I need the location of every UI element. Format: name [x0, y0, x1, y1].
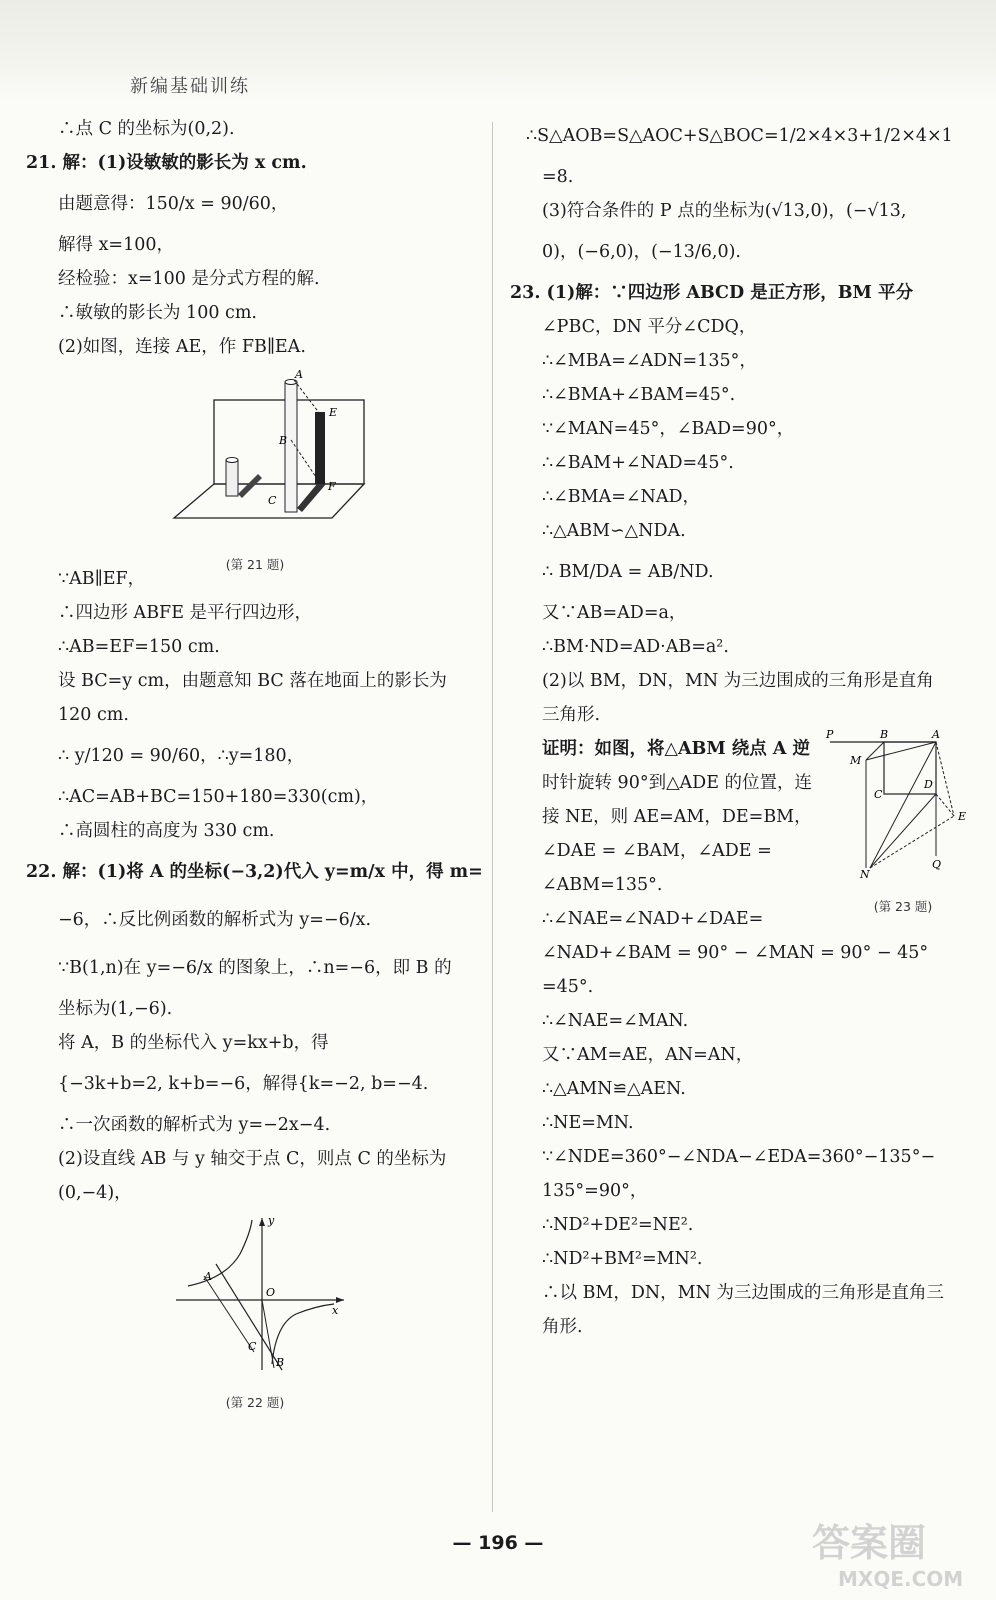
text-line: 经检验：x=100 是分式方程的解.: [58, 269, 320, 289]
label-D: D: [924, 778, 933, 791]
label-O: O: [266, 1286, 276, 1299]
text-line: ∴四边形 ABFE 是平行四边形，: [58, 603, 313, 623]
label-B: B: [880, 728, 889, 741]
text-line: 角形.: [542, 1317, 583, 1337]
figure-21: [26, 368, 484, 572]
text-line: ∴∠BAM+∠NAD=45°.: [542, 453, 734, 473]
text-line: =45°.: [542, 977, 594, 997]
text-line: ∴∠BMA=∠NAD，: [542, 487, 701, 507]
problem-22-heading: 22. 解：(1)将 A 的坐标(−3,2)代入 y=m/x 中，得 m=: [26, 862, 483, 882]
text-line: 0)，(−6,0)，(−13/6,0).: [542, 242, 741, 262]
label-Q: Q: [932, 858, 942, 871]
column-divider: [492, 122, 493, 1512]
text-line: ∴ND²+BM²=MN².: [542, 1249, 703, 1269]
text-line: ∵B(1,n)在 y=−6/x 的图象上，∴n=−6，即 B 的: [58, 958, 452, 978]
text-line: 三角形.: [542, 705, 601, 725]
text-line: 又∵AB=AD=a，: [542, 603, 687, 623]
figure-23-caption: (第 23 题): [873, 899, 933, 914]
label-A: A: [204, 1270, 212, 1283]
label-y: y: [268, 1214, 275, 1227]
text-line: ∴一次函数的解析式为 y=−2x−4.: [58, 1115, 331, 1135]
text-line: (2)以 BM，DN，MN 为三边围成的三角形是直角: [542, 671, 934, 691]
text-line: ∴ y/120 = 90/60，∴y=180，: [58, 746, 305, 766]
text-line: ∴△AMN≌△AEN.: [542, 1079, 686, 1099]
text-line: ∴ BM/DA = AB/ND.: [542, 562, 714, 582]
text-line: 120 cm.: [58, 705, 129, 725]
text-line: ∠PBC，DN 平分∠CDQ，: [542, 317, 757, 337]
text-line: 由题意得：150/x = 90/60，: [58, 194, 289, 214]
text-line: 坐标为(1,−6).: [58, 999, 173, 1019]
label-E: E: [958, 810, 967, 823]
text-line: 设 BC=y cm，由题意知 BC 落在地面上的影长为: [58, 671, 447, 691]
text-line: ∵∠MAN=45°，∠BAD=90°，: [542, 419, 795, 439]
text-line: ∴高圆柱的高度为 330 cm.: [58, 821, 275, 841]
text-line: ∴NE=MN.: [542, 1113, 634, 1133]
label-F: F: [328, 480, 336, 493]
text-line: =8.: [542, 167, 574, 187]
watermark-logo: [808, 1512, 984, 1592]
label-C: C: [268, 494, 277, 507]
text-line: ∴∠NAE=∠NAD+∠DAE=: [542, 909, 764, 929]
label-A: A: [295, 368, 303, 381]
text-line: 接 NE，则 AE=AM，DE=BM，: [542, 807, 812, 827]
text-line: ∴∠MBA=∠ADN=135°，: [542, 351, 757, 371]
text-line: ∴S△AOB=S△AOC+S△BOC=1/2×4×3+1/2×4×1: [526, 126, 953, 146]
right-column: [510, 112, 980, 1344]
figure-22-diagram: [26, 1214, 484, 1374]
label-C: C: [248, 1340, 257, 1353]
book-title: 新编基础训练: [130, 76, 250, 97]
text-line: ∴△ABM∽△NDA.: [542, 521, 686, 541]
text-line: 又∵AM=AE，AN=AN，: [542, 1045, 754, 1065]
label-C: C: [874, 788, 883, 801]
watermark-sub: MXQE.COM: [838, 1567, 964, 1591]
proof-with-figure: [510, 728, 980, 914]
label-M: M: [850, 754, 862, 767]
figure-22: [26, 1214, 484, 1410]
label-B: B: [279, 434, 288, 447]
text-line: ∴AB=EF=150 cm.: [58, 637, 220, 657]
text-line: (0,−4)，: [58, 1183, 132, 1203]
text-line: 将 A，B 的坐标代入 y=kx+b，得: [58, 1033, 329, 1053]
text-line: (2)设直线 AB 与 y 轴交于点 C，则点 C 的坐标为: [58, 1149, 447, 1169]
text-line: 解得 x=100，: [58, 235, 174, 255]
text-line: ∴ND²+DE²=NE².: [542, 1215, 694, 1235]
text-line: ∠NAD+∠BAM = 90° − ∠MAN = 90° − 45°: [542, 943, 929, 963]
text-line: −6，∴反比例函数的解析式为 y=−6/x.: [58, 910, 372, 930]
figure-22-caption: (第 22 题): [225, 1395, 285, 1410]
text-line: ∠ABM=135°.: [542, 875, 663, 895]
figure-21-caption: (第 21 题): [225, 557, 285, 572]
label-A: A: [932, 728, 940, 741]
label-P: P: [826, 728, 834, 741]
figure-21-diagram: [26, 368, 484, 536]
text-line: ∴敏敏的影长为 100 cm.: [58, 303, 257, 323]
label-E: E: [329, 406, 338, 419]
proof-block: [510, 732, 840, 902]
label-B: B: [276, 1356, 285, 1369]
text-line: ∴AC=AB+BC=150+180=330(cm)，: [58, 787, 379, 807]
text-line: ∴以 BM，DN，MN 为三边围成的三角形是直角三: [542, 1283, 944, 1303]
proof-heading: 证明：如图，将△ABM 绕点 A 逆: [542, 739, 811, 759]
figure-23: [826, 728, 980, 924]
watermark-text: 答案圈: [812, 1521, 927, 1565]
text-line: (2)如图，连接 AE，作 FB∥EA.: [58, 337, 306, 357]
text-line: ∴∠BMA+∠BAM=45°.: [542, 385, 736, 405]
label-N: N: [860, 868, 870, 878]
left-column: [26, 112, 484, 1410]
page-number: — 196 —: [452, 1532, 544, 1554]
text-line: ∵∠NDE=360°−∠NDA−∠EDA=360°−135°−: [542, 1147, 936, 1167]
label-x: x: [332, 1304, 339, 1317]
figure-23-diagram: [826, 728, 980, 878]
problem-23-heading: 23. (1)解：∵四边形 ABCD 是正方形，BM 平分: [510, 283, 914, 303]
text-line: ∴BM·ND=AD·AB=a².: [542, 637, 729, 657]
text-line: ∵AB∥EF，: [58, 569, 146, 589]
text-line: 135°=90°，: [542, 1181, 648, 1201]
equation-system: {−3k+b=2, k+b=−6，解得{k=−2, b=−4.: [58, 1074, 429, 1094]
problem-21-heading: 21. 解：(1)设敏敏的影长为 x cm.: [26, 153, 307, 173]
text-line: ∴∠NAE=∠MAN.: [542, 1011, 689, 1031]
text-line: ∠DAE = ∠BAM，∠ADE =: [542, 841, 772, 861]
text-line: (3)符合条件的 P 点的坐标为(√13,0)，(−√13,: [542, 201, 907, 221]
text-line: ∴点 C 的坐标为(0,2).: [58, 119, 235, 139]
text-line: 时针旋转 90°到△ADE 的位置，连: [542, 773, 813, 793]
